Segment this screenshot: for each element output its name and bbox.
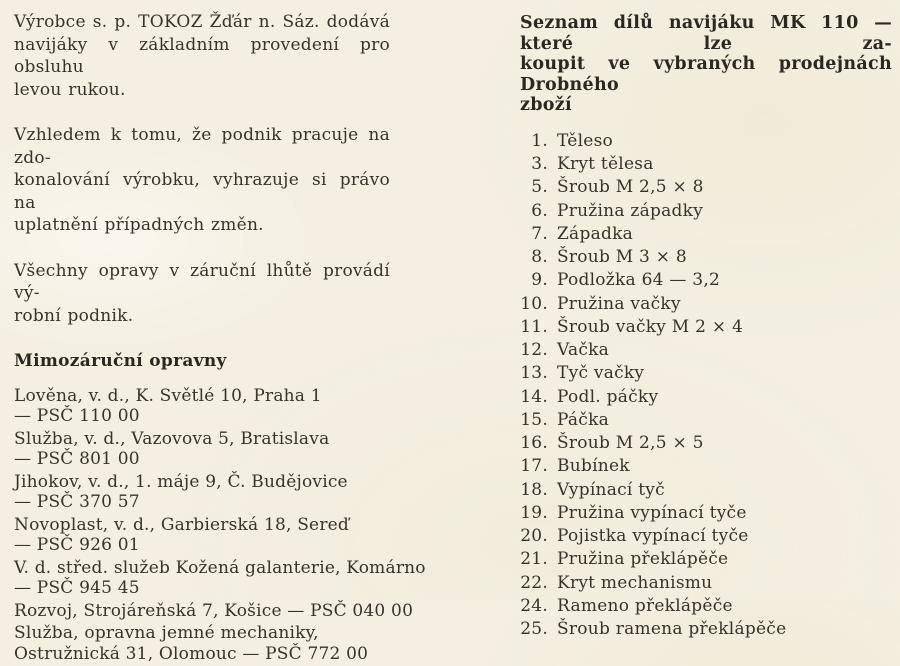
text-line: Služba, v. d., Vazovova 5, Bratislava: [14, 428, 330, 449]
text-line: navijáky v základním provedení pro obsluhu: [14, 34, 390, 77]
part-number: 21.: [520, 549, 548, 570]
part-row: [520, 526, 892, 549]
part-label: Šroub ramena překlápěče: [557, 619, 787, 640]
part-number: 5.: [531, 177, 548, 198]
part-label: Pružina vypínací tyče: [557, 502, 747, 523]
part-row: [520, 456, 892, 479]
part-label: Podl. páčky: [557, 386, 659, 407]
left-column: [14, 11, 426, 666]
text-line: — PSČ 370 57: [14, 492, 140, 512]
paragraph: [14, 11, 390, 101]
text-line: — PSČ 926 01: [14, 535, 140, 555]
part-label: Šroub vačky M 2 × 4: [557, 316, 744, 337]
part-label: Páčka: [557, 409, 610, 430]
text-line: koupit ve vybraných prodejnách Drobného: [520, 54, 892, 95]
part-row: [520, 294, 892, 317]
part-row: [520, 340, 892, 363]
part-number: 22.: [520, 572, 548, 593]
paragraph: [14, 260, 390, 328]
part-number: 16.: [520, 433, 548, 454]
text-line: Výrobce s. p. TOKOZ Žďár n. Sáz. dodává: [14, 12, 390, 32]
part-label: Tyč vačky: [557, 363, 645, 384]
part-row: [520, 363, 892, 386]
part-label: Pružina překlápěče: [557, 549, 729, 570]
part-label: Rameno překlápěče: [557, 595, 733, 616]
text-line: zboží: [520, 95, 572, 116]
text-line: Vzhledem k tomu, že podnik pracuje na zdo-: [14, 125, 390, 168]
part-label: Bubínek: [557, 456, 630, 477]
part-row: [520, 177, 892, 200]
parts-list: [520, 131, 892, 643]
part-row: [520, 154, 892, 177]
part-number: 13.: [520, 363, 548, 384]
address-entry: [14, 429, 390, 470]
address-entry: [14, 515, 390, 556]
text-line: levou rukou.: [14, 79, 126, 100]
part-label: Kryt mechanismu: [557, 572, 713, 593]
part-number: 25.: [520, 619, 548, 640]
part-number: 7.: [531, 223, 548, 244]
part-row: [520, 619, 892, 642]
text-line: — PSČ 801 00: [14, 449, 140, 469]
part-row: [520, 131, 892, 154]
part-row: [520, 480, 892, 503]
part-label: Vačka: [557, 340, 610, 361]
part-number: 9.: [531, 270, 548, 291]
text-line: Jihokov, v. d., 1. máje 9, Č. Budějovice: [14, 471, 348, 492]
text-line: Novoplast, v. d., Garbierská 18, Sereď: [14, 514, 349, 535]
part-row: [520, 201, 892, 224]
repair-shops-heading: Mimozáruční opravny: [14, 351, 227, 371]
text-line: robní podnik.: [14, 305, 134, 326]
part-number: 11.: [520, 316, 548, 337]
part-number: 6.: [531, 200, 548, 221]
part-number: 14.: [520, 386, 548, 407]
part-row: [520, 224, 892, 247]
address-entry: [14, 557, 426, 599]
part-number: 3.: [531, 154, 548, 175]
text-line: Rozvoj, Strojáreňská 7, Košice — PSČ 040 00: [14, 600, 414, 621]
part-number: 18.: [520, 479, 548, 500]
part-row: [520, 573, 892, 596]
text-line: Všechny opravy v záruční lhůtě provádí vý-: [14, 260, 390, 303]
part-row: [520, 247, 892, 270]
part-number: 12.: [520, 340, 548, 361]
part-row: [520, 549, 892, 572]
text-line: V. d. střed. služeb Kožená galanterie, Komárno: [14, 557, 426, 578]
text-line: Seznam dílů navijáku MK 110 — které lze za-: [520, 13, 892, 54]
address-entry: [14, 623, 390, 664]
part-label: Vypínací tyč: [557, 479, 665, 500]
part-label: Pružina vačky: [557, 293, 681, 314]
text-line: Lověna, v. d., K. Světlé 10, Praha 1: [14, 385, 322, 406]
part-label: Šroub M 3 × 8: [557, 247, 687, 268]
intro-paragraphs: [14, 11, 390, 327]
part-number: 24.: [520, 595, 548, 616]
part-label: Západka: [557, 223, 634, 244]
right-column: [520, 13, 892, 642]
repair-shop-address-list: [14, 385, 426, 665]
part-number: 15.: [520, 409, 548, 430]
part-number: 10.: [520, 293, 548, 314]
part-row: [520, 433, 892, 456]
address-entry: [14, 472, 390, 513]
part-row: [520, 596, 892, 619]
parts-list-heading: [520, 13, 892, 116]
part-row: [520, 317, 892, 340]
address-entry: [14, 386, 390, 427]
part-label: Těleso: [557, 130, 614, 151]
paragraph: [14, 124, 390, 237]
part-row: [520, 410, 892, 433]
part-label: Šroub M 2,5 × 8: [557, 177, 704, 198]
part-number: 1.: [531, 130, 548, 151]
text-line: Ostružnická 31, Olomouc — PSČ 772 00: [14, 643, 369, 664]
part-label: Kryt tělesa: [557, 154, 654, 175]
part-number: 19.: [520, 502, 548, 523]
text-line: Služba, opravna jemné mechaniky,: [14, 623, 319, 643]
part-label: Pružina západky: [557, 200, 704, 221]
part-row: [520, 270, 892, 293]
part-row: [520, 503, 892, 526]
part-row: [520, 387, 892, 410]
part-number: 17.: [520, 456, 548, 477]
part-label: Podložka 64 — 3,2: [557, 270, 721, 291]
part-label: Pojistka vypínací tyče: [557, 526, 749, 547]
part-number: 8.: [531, 247, 548, 268]
part-label: Šroub M 2,5 × 5: [557, 433, 704, 454]
text-line: konalování výrobku, vyhrazuje si právo na: [14, 170, 390, 213]
text-line: uplatnění případných změn.: [14, 215, 264, 235]
text-line: — PSČ 110 00: [14, 406, 140, 426]
address-entry: [14, 600, 414, 622]
part-number: 20.: [520, 526, 548, 547]
text-line: — PSČ 945 45: [14, 578, 140, 598]
